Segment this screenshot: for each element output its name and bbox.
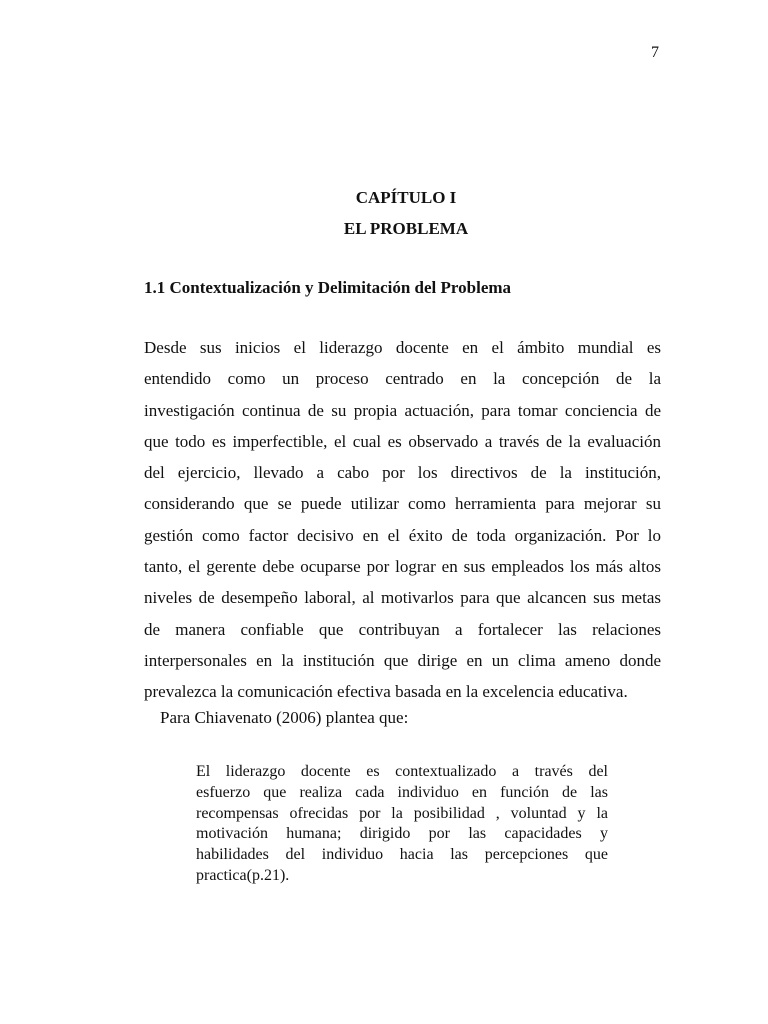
section-heading: 1.1 Contextualización y Delimitación del Problema [144,278,512,297]
paragraph-line: tanto, el gerente debe ocuparse por lograr en sus empleados los más altos [144,557,661,577]
body-paragraph [144,332,661,708]
paragraph-line: interpersonales en la institución que dirige en un clima ameno donde [144,650,661,670]
paragraph-line: entendido como un proceso centrado en la concepción de la [144,369,661,389]
quote-line: recompensas ofrecidas por la posibilidad , voluntad y la [196,804,608,822]
quote-line: motivación humana; dirigido por las capacidades y [196,825,608,843]
citation-intro: Para Chiavenato (2006) plantea que: [160,708,409,727]
quote-line: esfuerzo que realiza cada individuo en función de las [196,783,608,801]
paragraph-line: Desde sus inicios el liderazgo docente en el ámbito mundial es [144,338,661,357]
chapter-title: EL PROBLEMA [343,219,469,238]
paragraph-line: investigación continua de su propia actuación, para tomar conciencia de [144,400,661,420]
chapter-heading [0,182,768,244]
quote-line: habilidades del individuo hacia las percepciones que [196,846,608,864]
block-quote [196,762,608,887]
chapter-label: CAPÍTULO I [355,188,457,207]
page-number: 7 [651,44,659,61]
quote-line: practica(p.21). [196,866,290,884]
paragraph-line: de manera confiable que contribuyan a fortalecer las relaciones [144,619,661,639]
paragraph-line: niveles de desempeño laboral, al motivarlos para que alcancen sus metas [144,588,661,608]
paragraph-line: considerando que se puede utilizar como herramienta para mejorar su [144,494,661,514]
paragraph-line: del ejercicio, llevado a cabo por los directivos de la institución, [144,463,661,483]
paragraph-line: gestión como factor decisivo en el éxito de toda organización. Por lo [144,525,661,545]
paragraph-line: que todo es imperfectible, el cual es observado a través de la evaluación [144,431,661,451]
quote-line: El liderazgo docente es contextualizado a través del [196,763,608,780]
paragraph-line: prevalezca la comunicación efectiva basada en la excelencia educativa. [144,682,628,702]
